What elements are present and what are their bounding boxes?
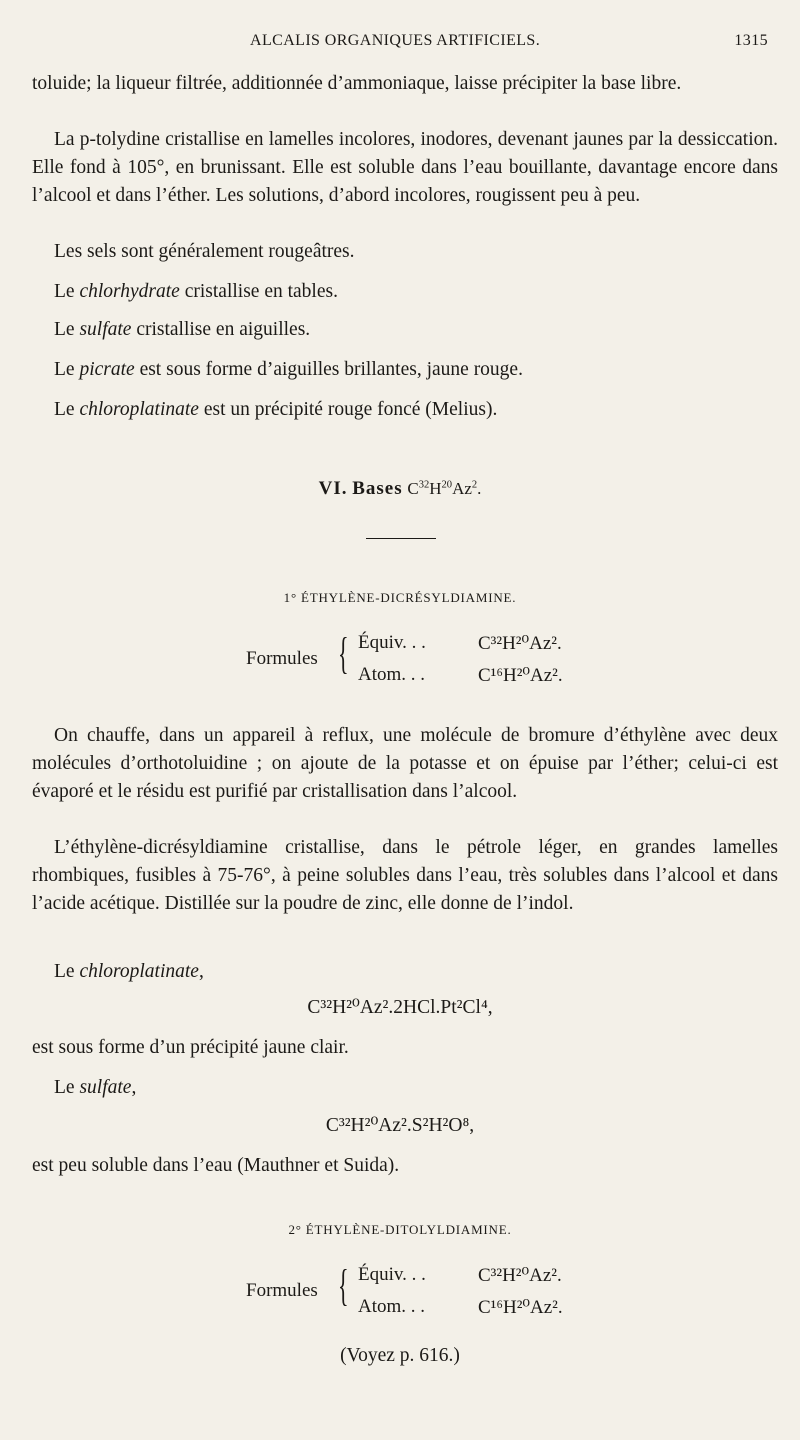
equiv-label: Équiv. . . xyxy=(358,1264,426,1285)
running-title: ALCALIS ORGANIQUES ARTIFICIELS. xyxy=(250,32,541,49)
sulfate-formula: C³²H²⁰Az².S²H²O⁸, xyxy=(325,1115,475,1136)
reference-note: (Voyez p. 616.) xyxy=(340,1345,460,1366)
atom-value: C¹⁶H²⁰Az². xyxy=(478,1297,563,1318)
formula-block-1 xyxy=(0,626,800,696)
salt-name: sulfate xyxy=(79,1077,132,1098)
formulas-label: Formules xyxy=(246,1280,318,1301)
formulas-label: Formules xyxy=(246,648,318,669)
paragraph-properties: L’éthylène-dicrésyldiamine cristallise, dans le pétrole léger, en grandes lamelles rhombiques, fusibles à 75-76°, à peine solubles dans l’eau, très solubles dans l’alcool et dans l’acide acétique. Distillée sur la poudre de zinc, elle donne de l’indol. xyxy=(32,837,778,914)
subsection-title-2: 2° ÉTHYLÈNE-DITOLYLDIAMINE. xyxy=(288,1222,512,1237)
paragraph-preparation: On chauffe, dans un appareil à reflux, une molécule de bromure d’éthylène avec deux molécules d’orthotoluidine ; on ajoute de la potasse et on épuise par l’éther; celui-ci est évaporé et le résidu est purifié par cristallisation dans l’alcool. xyxy=(32,725,778,802)
equiv-label: Équiv. . . xyxy=(358,632,426,653)
subsection-title-1: 1° ÉTHYLÈNE-DICRÉSYLDIAMINE. xyxy=(283,590,517,605)
formula-block-2 xyxy=(0,1258,800,1328)
salt-name: chloroplatinate xyxy=(79,399,199,420)
salt-sulfate: Le sulfate cristallise en aiguilles. xyxy=(54,319,311,340)
paragraph-sels: Les sels sont généralement rougeâtres. xyxy=(54,241,355,262)
salt-chloroplatinate: Le chloroplatinate est un précipité rouge foncé (Melius). xyxy=(54,399,498,420)
salt-name: picrate xyxy=(79,359,135,380)
atom-label: Atom. . . xyxy=(358,1296,426,1317)
section-formula: $C^{32}H^{20}Az^2$. xyxy=(407,479,482,498)
atom-label: Atom. . . xyxy=(358,664,426,685)
paragraph-p-tolydine: La p-tolydine cristallise en lamelles incolores, inodores, devenant jaunes par la dessiccation. Elle fond à 105°, en brunissant. Elle est soluble dans l’eau bouillante, davantage encore dans l’alcool et dans l’éther. Les solutions, d’abord incolores, rougissent peu à peu. xyxy=(32,129,778,206)
atom-value: C¹⁶H²⁰Az². xyxy=(478,665,563,686)
chloroplatinate-formula: C³²H²⁰Az².2HCl.Pt²Cl⁴, xyxy=(307,997,493,1018)
equiv-value: C³²H²⁰Az². xyxy=(478,633,562,654)
salt-chlorhydrate: Le chlorhydrate cristallise en tables. xyxy=(54,281,338,302)
paragraph-toluide: toluide; la liqueur filtrée, additionnée d’ammoniaque, laisse précipiter la base libre. xyxy=(32,73,682,94)
brace: { xyxy=(338,1261,349,1310)
salt-name: chlorhydrate xyxy=(79,281,180,302)
page-number: 1315 xyxy=(734,32,768,49)
sulfate-intro: Le sulfate, xyxy=(54,1077,137,1098)
section-divider xyxy=(366,538,436,539)
chloroplatinate-intro: Le chloroplatinate, xyxy=(54,961,204,982)
salt-picrate: Le picrate est sous forme d’aiguilles brillantes, jaune rouge. xyxy=(54,359,523,380)
salt-name: chloroplatinate xyxy=(79,961,199,982)
sulfate-description: est peu soluble dans l’eau (Mauthner et Suida). xyxy=(32,1155,400,1176)
section-title: VI. Bases $C^{32}H^{20}Az^2$. xyxy=(318,478,482,499)
chloroplatinate-description: est sous forme d’un précipité jaune clair. xyxy=(32,1037,349,1058)
salt-name: sulfate xyxy=(79,319,132,340)
equiv-value: C³²H²⁰Az². xyxy=(478,1265,562,1286)
running-header xyxy=(0,32,800,56)
brace: { xyxy=(338,629,349,678)
